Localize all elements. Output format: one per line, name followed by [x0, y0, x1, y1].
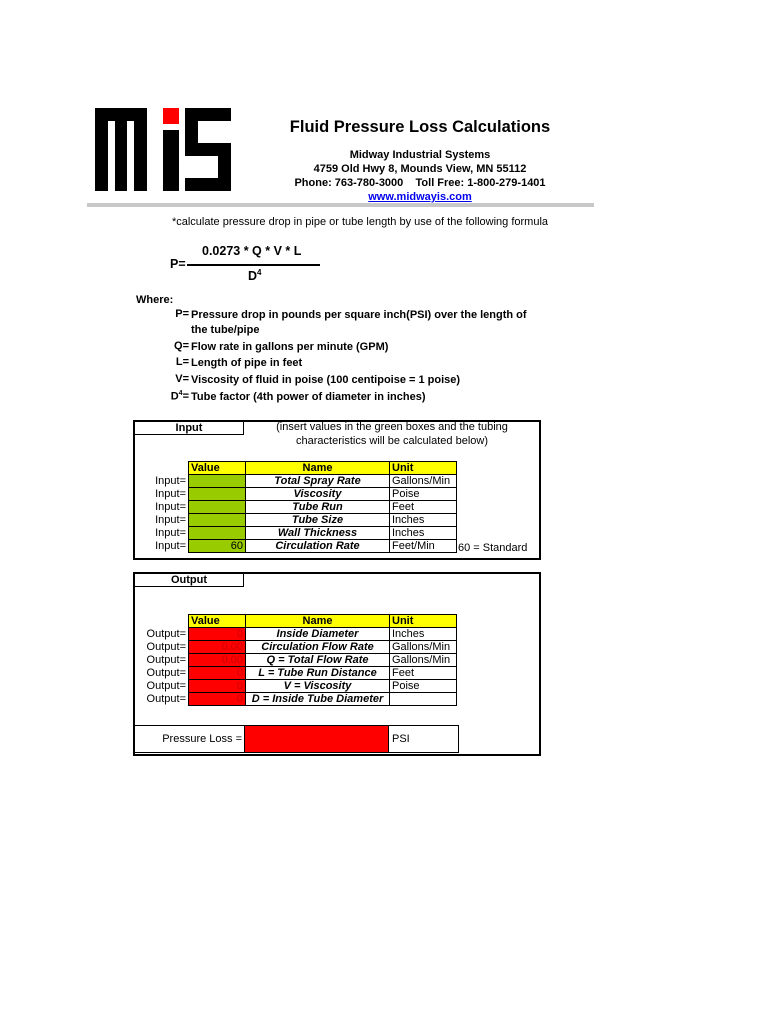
definition-text: Pressure drop in pounds per square inch(PSI) over the length of the tube/pipe: [191, 309, 527, 336]
row-label: Input=: [155, 514, 186, 526]
header-divider: [87, 203, 594, 207]
table-row: [134, 514, 457, 527]
pressure-loss-unit: PSI: [392, 733, 410, 745]
value-input[interactable]: [189, 488, 246, 501]
table-row: [134, 501, 457, 514]
column-header-unit: Unit: [390, 615, 457, 628]
row-label: Input=: [155, 475, 186, 487]
row-name: Total Spray Rate: [246, 475, 390, 488]
table-row: [134, 488, 457, 501]
definition-symbol: Q=: [174, 340, 189, 352]
row-unit: Inches: [390, 514, 457, 527]
definition-text: Length of pipe in feet: [191, 357, 303, 369]
logo-red-dot: [163, 108, 179, 124]
column-header-value: Value: [189, 462, 246, 475]
where-label: Where:: [136, 294, 174, 306]
website-link[interactable]: www.midwayis.com: [368, 191, 472, 203]
table-row: [134, 628, 457, 641]
formula-fraction-bar: [187, 264, 320, 266]
value-output: 0: [189, 680, 246, 693]
definition-item: [150, 308, 540, 338]
row-name: Wall Thickness: [246, 527, 390, 540]
input-hint: (insert values in the green boxes and the tubing characteristics will be calculated below): [276, 421, 508, 447]
row-label: Input=: [155, 527, 186, 539]
table-row: [134, 667, 457, 680]
row-unit: Feet: [390, 667, 457, 680]
row-unit: Poise: [390, 488, 457, 501]
company-name: Midway Industrial Systems: [349, 149, 491, 161]
definition-symbol: $D^4=$: [170, 390, 189, 403]
row-unit: Gallons/Min: [390, 641, 457, 654]
column-header-name: Name: [246, 615, 390, 628]
definition-item: [150, 340, 540, 355]
row-name: Circulation Flow Rate: [246, 641, 390, 654]
row-unit: Gallons/Min: [390, 654, 457, 667]
output-table: [134, 614, 457, 706]
value-input[interactable]: 60: [189, 540, 246, 553]
row-label: Input=: [155, 488, 186, 500]
column-header-value: Value: [189, 615, 246, 628]
value-input[interactable]: [189, 501, 246, 514]
row-name: Q = Total Flow Rate: [246, 654, 390, 667]
formula-denominator: $D^4$: [248, 268, 262, 284]
row-name: Inside Diameter: [246, 628, 390, 641]
company-address: 4759 Old Hwy 8, Mounds View, MN 55112: [313, 163, 527, 175]
input-section-label: Input: [134, 421, 244, 435]
definition-symbol: V=: [175, 373, 189, 385]
row-name: D = Inside Tube Diameter: [246, 693, 390, 706]
table-row: [134, 527, 457, 540]
intro-note: *calculate pressure drop in pipe or tube length by use of the following formula: [171, 216, 549, 228]
table-row: [134, 540, 457, 553]
value-input[interactable]: [189, 527, 246, 540]
pressure-loss-row: [133, 725, 459, 753]
definition-symbol: L=: [175, 356, 189, 368]
value-output: 0: [189, 628, 246, 641]
pressure-loss-value: [244, 726, 389, 752]
table-row: [134, 693, 457, 706]
row-label: Output=: [146, 628, 186, 640]
definition-symbol: P=: [175, 308, 189, 320]
value-output: 0.00: [189, 641, 246, 654]
table-row: [134, 680, 457, 693]
company-phone: Phone: 763-780-3000 Toll Free: 1-800-279-1401: [294, 177, 546, 189]
circulation-standard-note: 60 = Standard: [458, 542, 528, 554]
page-title: Fluid Pressure Loss Calculations: [289, 118, 551, 136]
row-name: L = Tube Run Distance: [246, 667, 390, 680]
value-input[interactable]: [189, 475, 246, 488]
definition-text: Flow rate in gallons per minute (GPM): [191, 341, 389, 353]
output-section-label: Output: [134, 573, 244, 587]
table-header-row: [134, 615, 457, 628]
row-unit: Poise: [390, 680, 457, 693]
formula-lhs: P=: [170, 257, 186, 271]
row-unit: [390, 693, 457, 706]
pressure-loss-label: Pressure Loss =: [162, 733, 242, 745]
row-unit: Inches: [390, 527, 457, 540]
row-label: Output=: [146, 693, 186, 705]
column-header-name: Name: [246, 462, 390, 475]
input-table: [134, 461, 457, 553]
column-header-unit: Unit: [390, 462, 457, 475]
row-name: Viscosity: [246, 488, 390, 501]
row-name: V = Viscosity: [246, 680, 390, 693]
row-label: Input=: [155, 501, 186, 513]
row-label: Output=: [146, 641, 186, 653]
value-output: 0: [189, 667, 246, 680]
formula-numerator: 0.0273 * Q * V * L: [202, 244, 302, 258]
row-label: Output=: [146, 680, 186, 692]
table-header-row: [134, 462, 457, 475]
row-label: Output=: [146, 667, 186, 679]
row-unit: Inches: [390, 628, 457, 641]
mis-logo: [95, 108, 231, 191]
definition-text: Tube factor (4th power of diameter in inches): [191, 391, 426, 403]
row-name: Circulation Rate: [246, 540, 390, 553]
definition-item: [150, 356, 540, 371]
row-name: Tube Size: [246, 514, 390, 527]
row-label: Output=: [146, 654, 186, 666]
table-row: [134, 654, 457, 667]
row-label: Input=: [155, 540, 186, 552]
value-output: 0.00: [189, 654, 246, 667]
value-input[interactable]: [189, 514, 246, 527]
definition-text: Viscosity of fluid in poise (100 centipoise = 1 poise): [191, 374, 461, 386]
row-unit: Feet/Min: [390, 540, 457, 553]
row-name: Tube Run: [246, 501, 390, 514]
definition-item: [150, 373, 540, 388]
definition-item: [150, 390, 540, 405]
table-row: [134, 475, 457, 488]
row-unit: Feet: [390, 501, 457, 514]
table-row: [134, 641, 457, 654]
row-unit: Gallons/Min: [390, 475, 457, 488]
value-output: 0: [189, 693, 246, 706]
